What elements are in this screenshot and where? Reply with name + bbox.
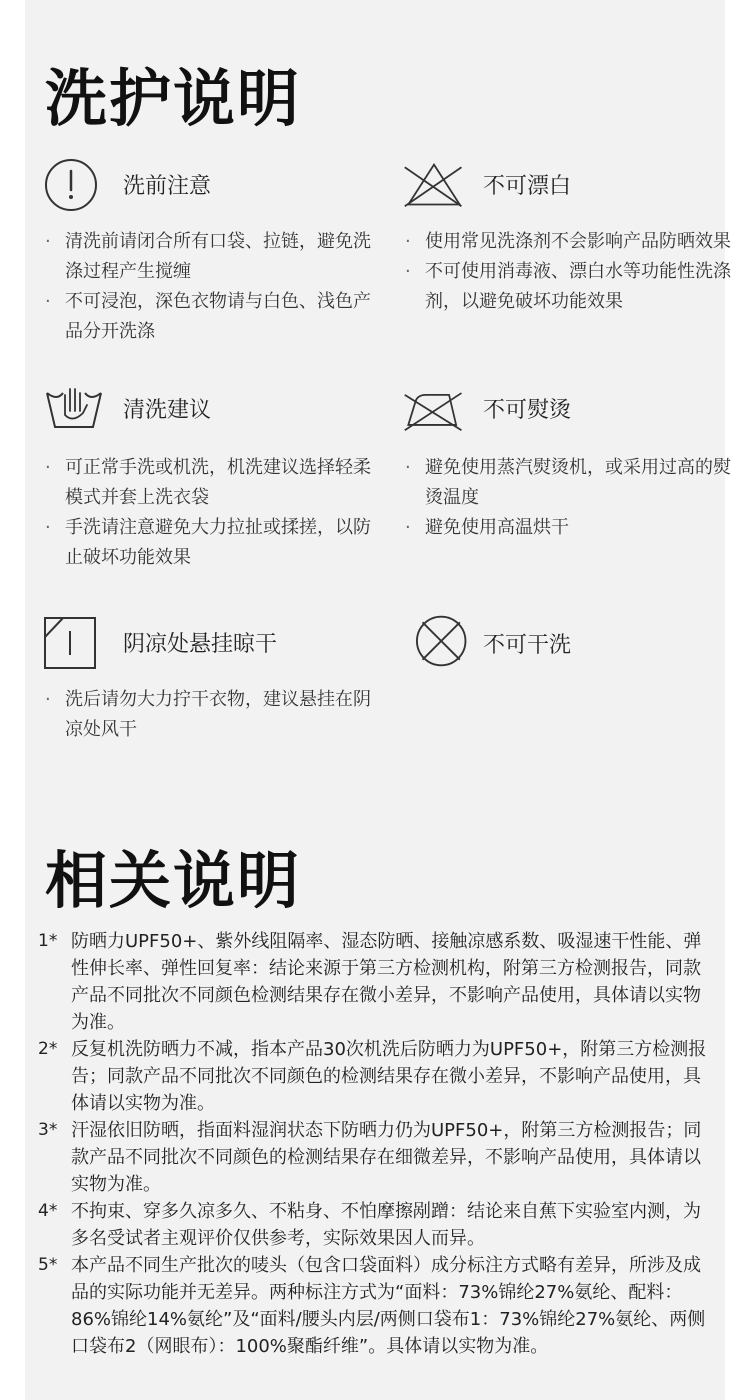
note-text: 反复机洗防晒力不减，指本产品30次机洗后防晒力为UPF50+，附第三方检测报告；同款产品不同批次不同颜色的检测结果存在微小差异，不影响产品使用，具体请以实物为准。 [71, 1039, 707, 1114]
care-item-bullets [43, 227, 373, 347]
care-item-title: 清洗建议 [123, 398, 212, 423]
care-item-title: 不可干洗 [483, 633, 572, 658]
care-item-title: 不可漂白 [483, 174, 572, 199]
note-mark: 3* [38, 1120, 58, 1140]
care-bullet: · 避免使用蒸汽熨烫机，或采用过高的熨烫温度 [403, 453, 733, 513]
notes-section-title: 相关说明 [45, 844, 302, 917]
care-bullet: · 避免使用高温烘干 [403, 513, 733, 543]
care-bullet: · 清洗前请闭合所有口袋、拉链，避免洗涤过程产生搅缠 [43, 227, 373, 287]
care-bullet: · 使用常见洗涤剂不会影响产品防晒效果 [403, 227, 733, 257]
care-section-title: 洗护说明 [45, 62, 302, 135]
note-item [38, 1252, 708, 1360]
care-item-bullets [43, 453, 373, 573]
hand-wash-icon [43, 381, 105, 437]
care-bullet: · 洗后请勿大力拧干衣物，建议悬挂在阴凉处风干 [43, 685, 373, 745]
care-item-title: 洗前注意 [123, 174, 212, 199]
care-item-title: 不可熨烫 [483, 398, 572, 423]
care-bullet: · 不可浸泡，深色衣物请与白色、浅色产品分开洗涤 [43, 287, 373, 347]
no-dry-clean-icon [413, 613, 475, 669]
note-text: 本产品不同生产批次的唛头（包含口袋面料）成分标注方式略有差异，所涉及成品的实际功能并无差异。两种标注方式为“面料：73%锦纶27%氨纶、配料：86%锦纶14%氨纶”及“面料/腰头内层/两侧口袋布1：73%锦纶27%氨纶、两侧口袋布2（网眼布）：100%聚酯纤维”。具体请以实物为准。 [71, 1255, 706, 1357]
drip-dry-shade-icon [43, 615, 105, 671]
no-bleach-icon [403, 157, 465, 213]
note-mark: 5* [38, 1255, 58, 1275]
note-text: 防晒力UPF50+、紫外线阻隔率、湿态防晒、接触凉感系数、吸湿速干性能、弹性伸长率、弹性回复率：结论来源于第三方检测机构，附第三方检测报告，同款产品不同批次不同颜色检测结果存在微小差异，不影响产品使用，具体请以实物为准。 [71, 931, 702, 1033]
note-item [38, 1198, 708, 1252]
note-mark: 4* [38, 1201, 58, 1221]
note-text: 汗湿依旧防晒，指面料湿润状态下防晒力仍为UPF50+，附第三方检测报告；同款产品不同批次不同颜色的检测结果存在细微差异，不影响产品使用，具体请以实物为准。 [71, 1120, 702, 1195]
notes-list [38, 928, 708, 1360]
care-item-bullets [403, 453, 733, 543]
care-item-bullets [43, 685, 373, 745]
care-item-title: 阴凉处悬挂晾干 [123, 632, 278, 657]
note-mark: 2* [38, 1039, 58, 1059]
care-item-bullets [403, 227, 733, 317]
product-care-page [25, 0, 731, 1400]
care-bullet: · 可正常手洗或机洗，机洗建议选择轻柔模式并套上洗衣袋 [43, 453, 373, 513]
care-bullet: · 手洗请注意避免大力拉扯或揉搓，以防止破坏功能效果 [43, 513, 373, 573]
note-mark: 1* [38, 931, 58, 951]
no-iron-icon [403, 381, 465, 437]
note-item [38, 1036, 708, 1117]
note-item [38, 1117, 708, 1198]
note-item [38, 928, 708, 1036]
note-text: 不拘束、穿多久凉多久、不粘身、不怕摩擦剐蹭：结论来自蕉下实验室内测，为多名受试者主观评价仅供参考，实际效果因人而异。 [71, 1201, 701, 1249]
caution-circle-icon [43, 157, 105, 213]
care-bullet: · 不可使用消毒液、漂白水等功能性洗涤剂，以避免破坏功能效果 [403, 257, 733, 317]
